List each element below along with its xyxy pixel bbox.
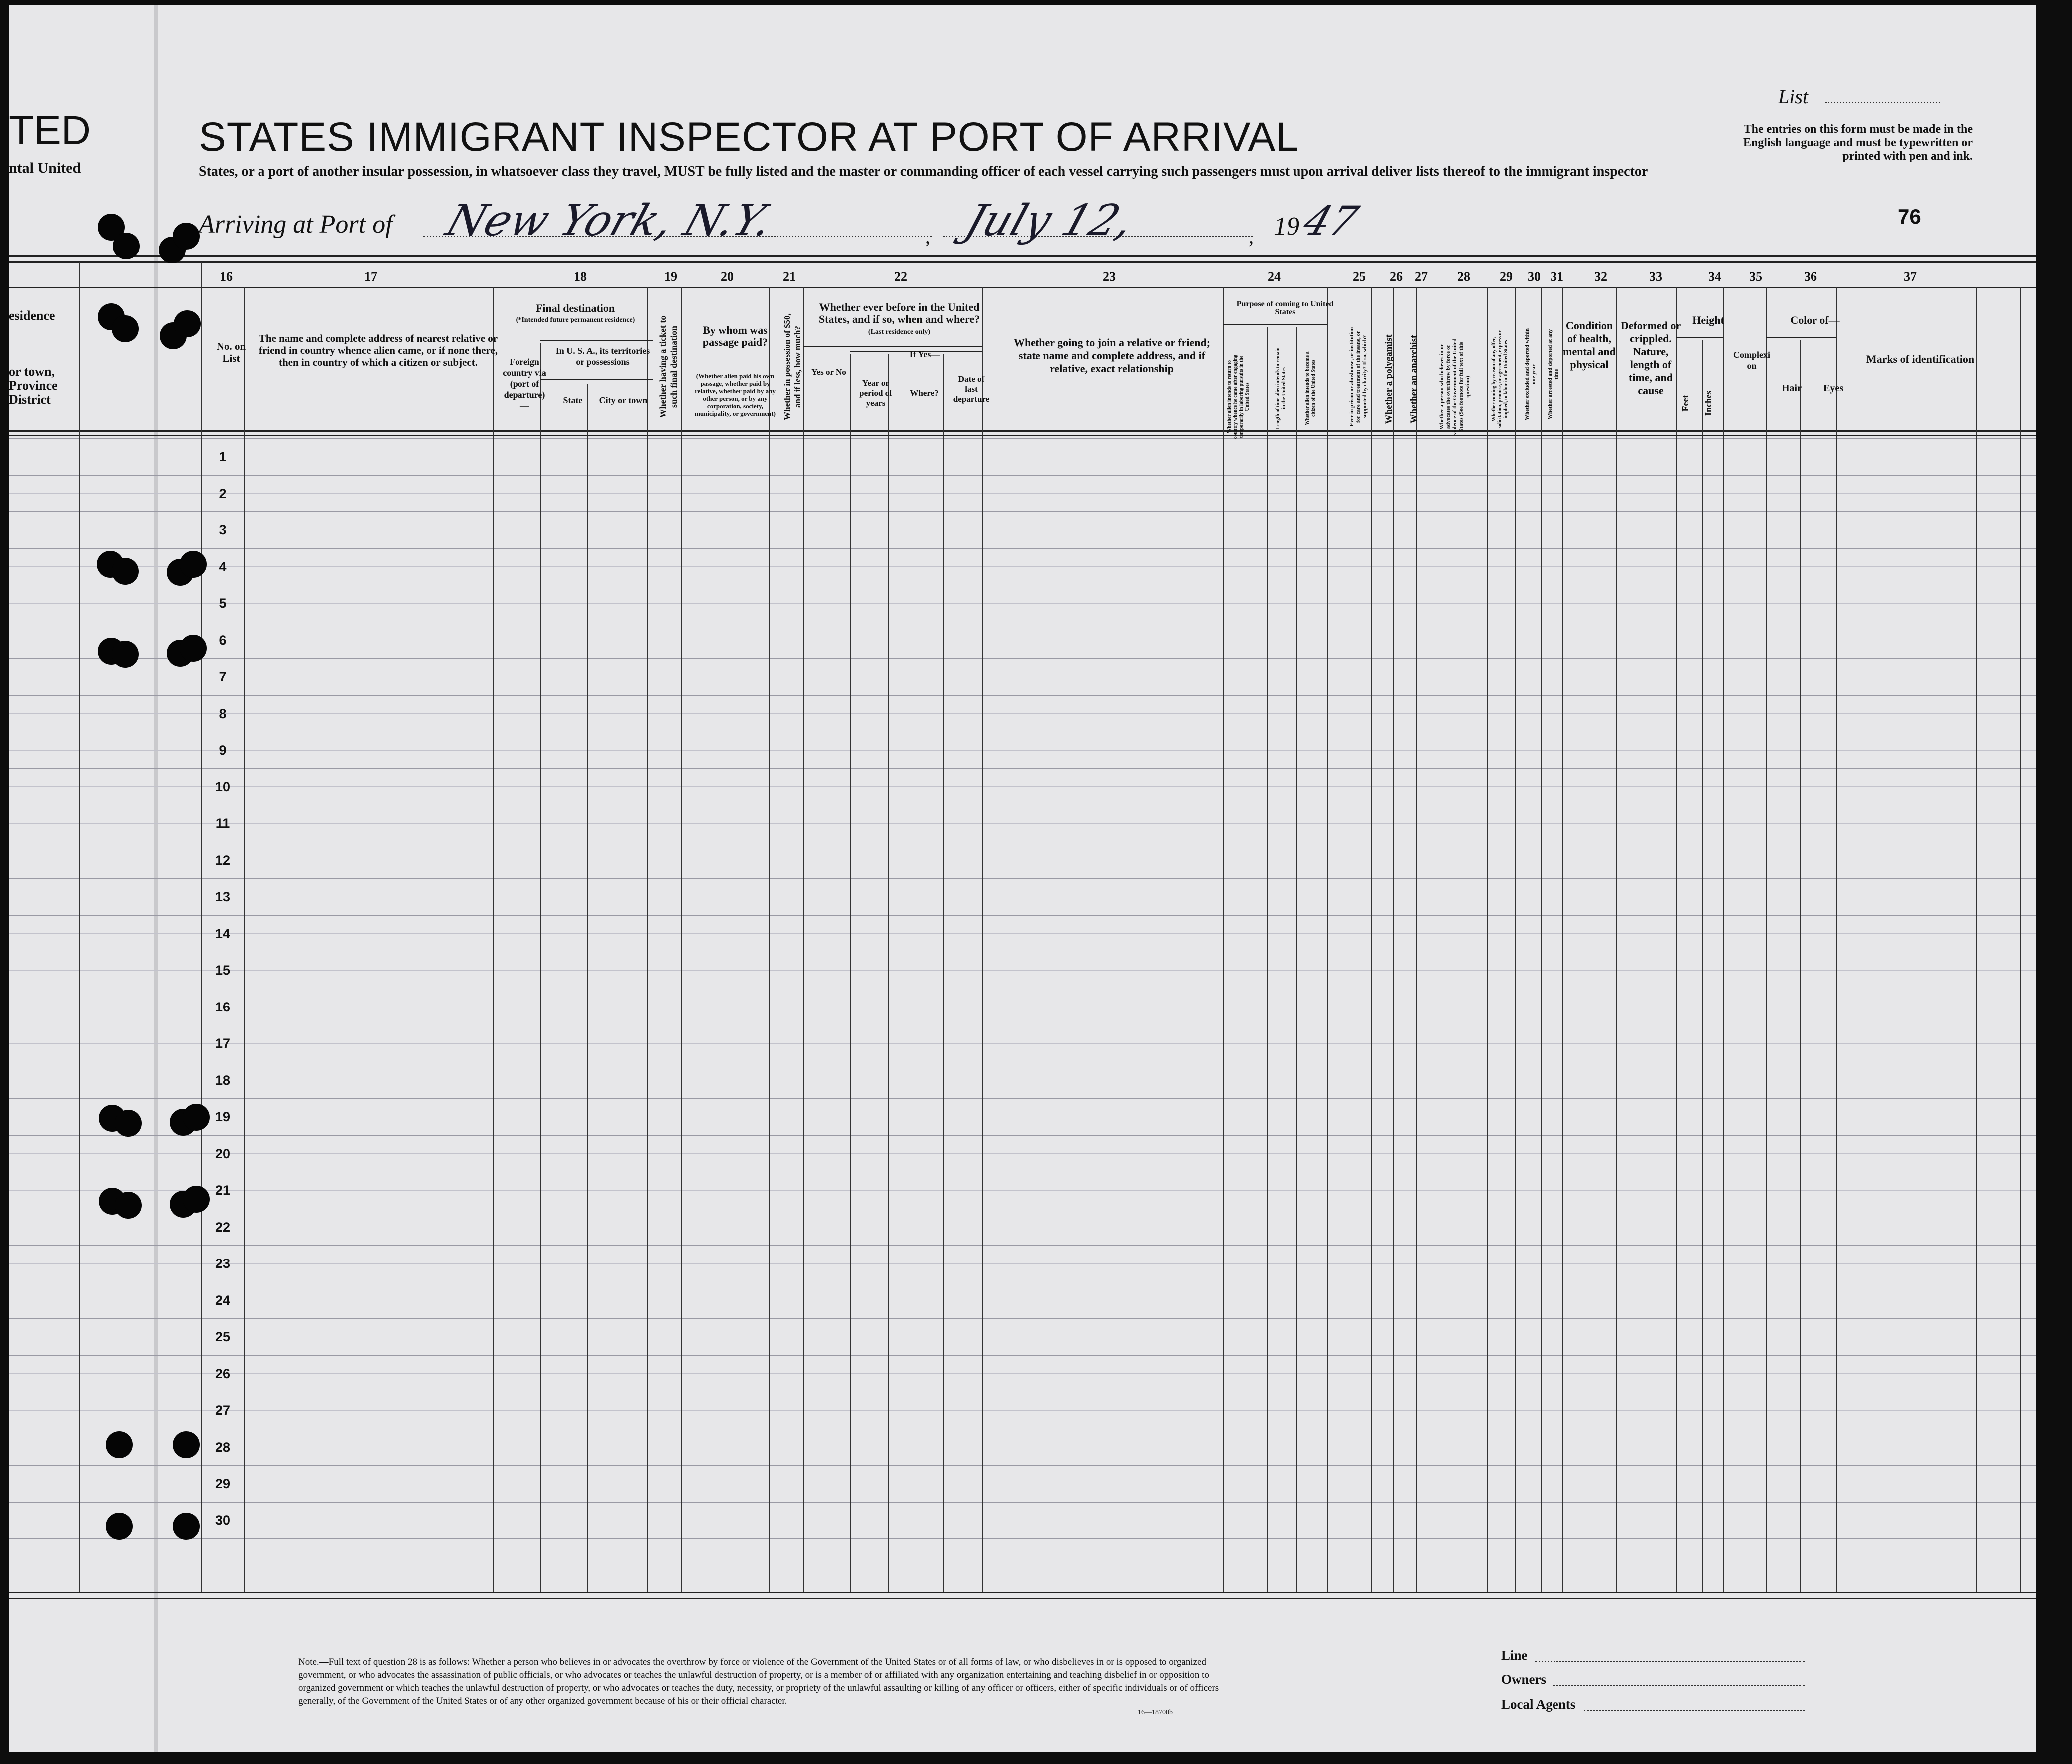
row-number: 17	[215, 1036, 231, 1051]
row-number: 3	[219, 522, 227, 537]
col-num-17: 17	[364, 269, 377, 284]
hdr-final-destination: Final destination	[535, 302, 615, 314]
row-rule	[9, 1098, 2036, 1099]
punch-hole	[115, 1110, 142, 1137]
left-province-label: Province	[9, 378, 58, 393]
column-rule	[79, 262, 80, 1592]
column-rule	[1371, 287, 1372, 1592]
column-rule	[1723, 287, 1724, 1592]
sub-rule	[9, 713, 2036, 714]
left-town-label: or town,	[9, 364, 55, 379]
left-residence-label: esidence	[9, 308, 55, 323]
sub-rule	[9, 823, 2036, 824]
hdr-deformed: Deformed or crippled. Nature, length of time, and cause	[1620, 319, 1681, 397]
col-num-23: 23	[1103, 269, 1116, 284]
sub-rule	[9, 566, 2036, 567]
row-number: 4	[219, 559, 227, 574]
column-rule	[888, 354, 889, 1592]
row-rule	[9, 1245, 2036, 1246]
col-num-24: 24	[1268, 269, 1281, 284]
punch-hole	[183, 1186, 210, 1213]
column-rule	[1562, 287, 1563, 1592]
hdr-state: State	[563, 395, 583, 405]
col-num-29: 29	[1500, 269, 1513, 284]
hdr-hair: Hair	[1782, 383, 1802, 394]
punch-hole	[112, 558, 139, 585]
sub-rule	[9, 1263, 2036, 1264]
row-number: 26	[215, 1366, 231, 1381]
hdr-if-yes: If Yes—	[909, 349, 940, 359]
row-number: 13	[215, 889, 231, 904]
row-rule	[9, 1135, 2036, 1136]
hdr-last-residence: (Last residence only)	[868, 328, 931, 336]
col-num-21: 21	[783, 269, 796, 284]
row-number: 14	[215, 926, 231, 941]
hdr-date-departure: Date of last departure	[953, 374, 990, 404]
hdr-usa: In U. S. A., its territories or possessions	[555, 346, 650, 367]
column-rule	[1676, 287, 1677, 1592]
hdr-eyes: Eyes	[1823, 383, 1843, 394]
arriving-label: Arriving at Port of	[199, 210, 393, 239]
punch-hole	[113, 233, 140, 259]
column-rule	[982, 287, 983, 1592]
column-rule	[1296, 327, 1297, 1592]
hdr-purpose-return: Whether alien intends to return to country whence he came after engaging temporarily in laboring pursuits in the United States	[1227, 354, 1250, 439]
rule-table-bottom-2	[9, 1598, 2036, 1599]
row-number: 21	[215, 1183, 231, 1198]
row-rule	[9, 548, 2036, 549]
column-rule	[1541, 287, 1542, 1592]
column-rule	[540, 343, 541, 1592]
row-number: 27	[215, 1403, 231, 1418]
rule-table-bottom-1	[9, 1592, 2036, 1593]
hdr-feet: Feet	[1680, 395, 1690, 412]
punch-hole	[173, 1431, 200, 1458]
column-rule	[587, 384, 588, 1592]
sub-rule	[9, 933, 2036, 934]
hdr-labor-offer: Whether coming by reason of any offer, solicitation, promise, or agreement, express or implied, to labor in the United States	[1491, 330, 1509, 428]
col-num-22: 22	[894, 269, 907, 284]
col-num-28: 28	[1457, 269, 1470, 284]
col-num-34: 34	[1708, 269, 1721, 284]
row-number: 24	[215, 1292, 231, 1308]
header-rule	[803, 346, 982, 347]
hdr-foreign-country: Foreign country via (port of departure)—	[503, 357, 546, 411]
punch-hole	[174, 310, 201, 337]
row-number: 9	[219, 743, 227, 757]
hdr-ever-before: Whether ever before in the United States, and if so, when and where?	[818, 301, 980, 325]
column-rule	[803, 287, 804, 1592]
column-rule	[201, 262, 202, 1592]
hdr-complexion: Complexion	[1733, 350, 1770, 371]
hdr-join-relative: Whether going to join a relative or friend; state name and complete address, and if relative, exact relationship	[1013, 336, 1211, 375]
row-rule	[9, 1465, 2036, 1466]
hdr-ticket: Whether having a ticket to such final destination	[658, 315, 679, 418]
year-suffix: 47	[1297, 198, 1364, 244]
column-rule	[681, 287, 682, 1592]
page-title: STATES IMMIGRANT INSPECTOR AT PORT OF ARRIVAL	[199, 114, 1299, 160]
agent-local-field	[1584, 1710, 1805, 1711]
header-rule	[540, 340, 653, 341]
punch-hole	[183, 1104, 210, 1131]
hdr-nearest-relative: The name and complete address of nearest relative or friend in country whence alien came, or if none there, then in country of which a citizen or subject.	[259, 332, 498, 368]
year-prefix: 19	[1274, 212, 1299, 241]
hdr-purpose: Purpose of coming to United States	[1236, 300, 1334, 316]
hdr-overthrow: Whether a person who believes in or advocates the overthrow by force or violence of the Government of the United States (See footnote for full text of this question)	[1439, 338, 1471, 435]
column-rule	[850, 354, 851, 1592]
hdr-anarchist: Whether an anarchist	[1409, 335, 1419, 424]
column-rule	[943, 354, 944, 1592]
col-num-20: 20	[721, 269, 734, 284]
row-rule	[9, 878, 2036, 879]
row-rule	[9, 511, 2036, 512]
column-rule	[1702, 340, 1703, 1592]
column-rule	[1416, 287, 1417, 1592]
hdr-fifty-dollars: Whether in possession of $50, and if less, how much?	[782, 313, 802, 420]
hdr-purpose-citizen: Whether alien intends to become a citizen of the United States	[1305, 351, 1316, 425]
punch-hole	[112, 641, 139, 668]
sub-rule	[9, 1153, 2036, 1154]
col-num-36: 36	[1804, 269, 1817, 284]
hdr-where: Where?	[910, 388, 939, 398]
col-num-18: 18	[574, 269, 587, 284]
sub-rule	[9, 1410, 2036, 1411]
left-subtitle-fragment: ntal United	[9, 160, 81, 176]
row-number: 1	[219, 449, 227, 464]
footnote-question-28: Note.—Full text of question 28 is as follows: Whether a person who believes in or advocates the overthrow by force or violence of the Government of the United States or of all forms of law, or who disbelieves in or is opposed to organized government, or who advocates the assassination of public officials, or who advocates or teaches the unlawful destruction of property, or is a member of or affiliated with any organization entertaining and teaching disbelief in or opposition to organized government or which teaches the unlawful destruction of property, or who advocates or teaches the duty, necessity, or propriety of the unlawful assaulting or killing of any officer or officers, either of specific individuals or of officers generally, of the Government of the United States or of any other organized government because of his or their official character.	[298, 1657, 1219, 1706]
arrival-date: July 12,	[959, 196, 1140, 246]
form-code: 16—18700b	[1138, 1709, 1173, 1716]
punch-hole	[106, 1431, 133, 1458]
hdr-yes-no: Yes or No	[811, 367, 846, 377]
column-rule	[1836, 287, 1837, 1592]
row-number: 11	[215, 816, 230, 831]
hdr-final-destination-sub: (*Intended future permanent residence)	[516, 316, 635, 324]
row-rule	[9, 1538, 2036, 1539]
rule-header-bottom-1	[9, 430, 2036, 432]
page-subtitle: States, or a port of another insular possession, in whatsoever class they travel, MUST be fully listed and the master or commanding officer of each vessel carrying such passengers must upon arrival deliver lists thereof to the immigrant inspector	[199, 164, 1648, 179]
row-number: 30	[215, 1512, 231, 1528]
row-rule	[9, 1318, 2036, 1319]
row-number: 10	[215, 779, 231, 794]
row-rule	[9, 768, 2036, 769]
agent-owners-field	[1553, 1685, 1805, 1686]
punch-hole	[112, 315, 139, 342]
hdr-passage-paid: By whom was passage paid?	[702, 324, 768, 348]
hdr-arrested: Whether arrested and deported at any time	[1547, 329, 1559, 420]
col-num-26: 26	[1390, 269, 1403, 284]
row-number: 20	[215, 1146, 231, 1161]
column-rule	[1766, 287, 1767, 1592]
column-rule	[244, 287, 245, 1592]
comma-separator-2: ,	[1249, 225, 1254, 248]
row-number: 22	[215, 1219, 231, 1235]
row-rule	[9, 915, 2036, 916]
rule-header-bottom-2	[9, 435, 2036, 436]
hdr-purpose-length: Length of time alien intends to remain in the United States	[1275, 347, 1287, 429]
punch-hole	[115, 1192, 142, 1219]
row-number: 2	[219, 486, 227, 501]
agent-local-label: Local Agents	[1501, 1697, 1576, 1712]
column-rule	[647, 287, 648, 1592]
row-rule	[9, 1502, 2036, 1503]
agent-owners-label: Owners	[1501, 1672, 1546, 1687]
left-title-fragment: TED	[9, 108, 91, 153]
comma-separator: ,	[925, 225, 930, 248]
hdr-polygamist: Whether a polygamist	[1384, 334, 1394, 424]
left-district-label: District	[9, 392, 51, 407]
sub-rule	[9, 603, 2036, 604]
rule-top-1	[9, 255, 2036, 257]
row-rule	[9, 695, 2036, 696]
column-rule	[1223, 287, 1224, 1592]
rule-top-2	[9, 261, 2036, 263]
row-rule	[9, 475, 2036, 476]
hdr-health: Condition of health, mental and physical	[1563, 319, 1616, 371]
sub-rule	[9, 750, 2036, 751]
row-number: 28	[215, 1439, 231, 1455]
col-num-37: 37	[1904, 269, 1917, 284]
punch-hole	[173, 223, 200, 250]
punch-hole	[173, 1513, 200, 1540]
column-rule	[1393, 287, 1394, 1592]
column-rule	[2020, 287, 2021, 1592]
header-rule	[1676, 337, 1723, 338]
column-rule	[1327, 287, 1328, 1592]
page-number: 76	[1898, 205, 1921, 228]
manifest-page	[9, 5, 2036, 1752]
row-number: 5	[219, 596, 227, 611]
header-rule	[540, 379, 653, 380]
hdr-inches: Inches	[1703, 391, 1713, 416]
hdr-passage-note: (Whether alien paid his own passage, whether paid by relative, whether paid by any other person, or by any corporation, society, municipality, or government)	[695, 372, 776, 417]
sub-rule	[9, 1190, 2036, 1191]
row-number: 15	[215, 963, 231, 978]
hdr-excluded: Whether excluded and deported within one year	[1524, 328, 1537, 420]
header-rule	[1223, 324, 1327, 325]
row-number: 6	[219, 632, 227, 648]
column-rule	[1800, 340, 1801, 1592]
entries-note: The entries on this form must be made in the English language and must be typewritten or printed with pen and ink.	[1743, 123, 1973, 163]
hdr-no-on-list: No. on List	[216, 340, 246, 364]
column-rule	[1267, 327, 1268, 1592]
column-rule	[1616, 287, 1617, 1592]
row-rule	[9, 438, 2036, 439]
row-number: 8	[219, 706, 227, 721]
arrival-port: New York, N.Y.	[440, 196, 779, 246]
row-number: 29	[215, 1476, 231, 1491]
row-number: 18	[215, 1072, 231, 1088]
punch-hole	[180, 635, 207, 662]
rule-colnum	[9, 287, 2036, 288]
hdr-city: City or town	[599, 395, 648, 405]
hdr-height: Height	[1692, 314, 1724, 326]
hdr-color-of: Color of—	[1790, 314, 1840, 326]
column-rule	[1976, 287, 1977, 1592]
row-number: 23	[215, 1256, 231, 1271]
hdr-marks: Marks of identification	[1866, 353, 1975, 365]
hdr-years: Year or period of years	[859, 378, 892, 408]
hdr-prison: Ever in prison or almshouse, or institution for care and treatment of the insane, or supported by charity? If so, which?	[1349, 327, 1368, 427]
row-number: 19	[215, 1109, 231, 1124]
col-num-25: 25	[1353, 269, 1366, 284]
list-number-line	[1825, 102, 1940, 103]
col-num-19: 19	[664, 269, 677, 284]
row-number: 25	[215, 1329, 231, 1344]
col-num-16: 16	[220, 269, 233, 284]
column-rule	[493, 287, 494, 1592]
col-num-30: 30	[1528, 269, 1541, 284]
col-num-33: 33	[1649, 269, 1662, 284]
sub-rule	[9, 1043, 2036, 1044]
col-num-27: 27	[1415, 269, 1428, 284]
column-rule	[769, 287, 770, 1592]
col-num-32: 32	[1594, 269, 1607, 284]
column-rule	[1515, 287, 1516, 1592]
agent-line-field	[1535, 1661, 1805, 1662]
row-number: 12	[215, 852, 231, 868]
agent-line-label: Line	[1501, 1648, 1528, 1663]
sub-rule	[9, 1373, 2036, 1374]
column-rule	[1487, 287, 1488, 1592]
row-rule	[9, 1355, 2036, 1356]
punch-hole	[106, 1513, 133, 1540]
col-num-31: 31	[1551, 269, 1563, 284]
sub-rule	[9, 970, 2036, 971]
row-rule	[9, 658, 2036, 659]
row-number: 7	[219, 669, 227, 684]
punch-hole	[180, 551, 207, 578]
list-label: List	[1778, 85, 1809, 108]
col-num-35: 35	[1749, 269, 1762, 284]
sub-rule	[9, 786, 2036, 787]
sub-rule	[9, 493, 2036, 494]
header-rule	[1766, 337, 1836, 338]
row-number: 16	[215, 999, 231, 1014]
